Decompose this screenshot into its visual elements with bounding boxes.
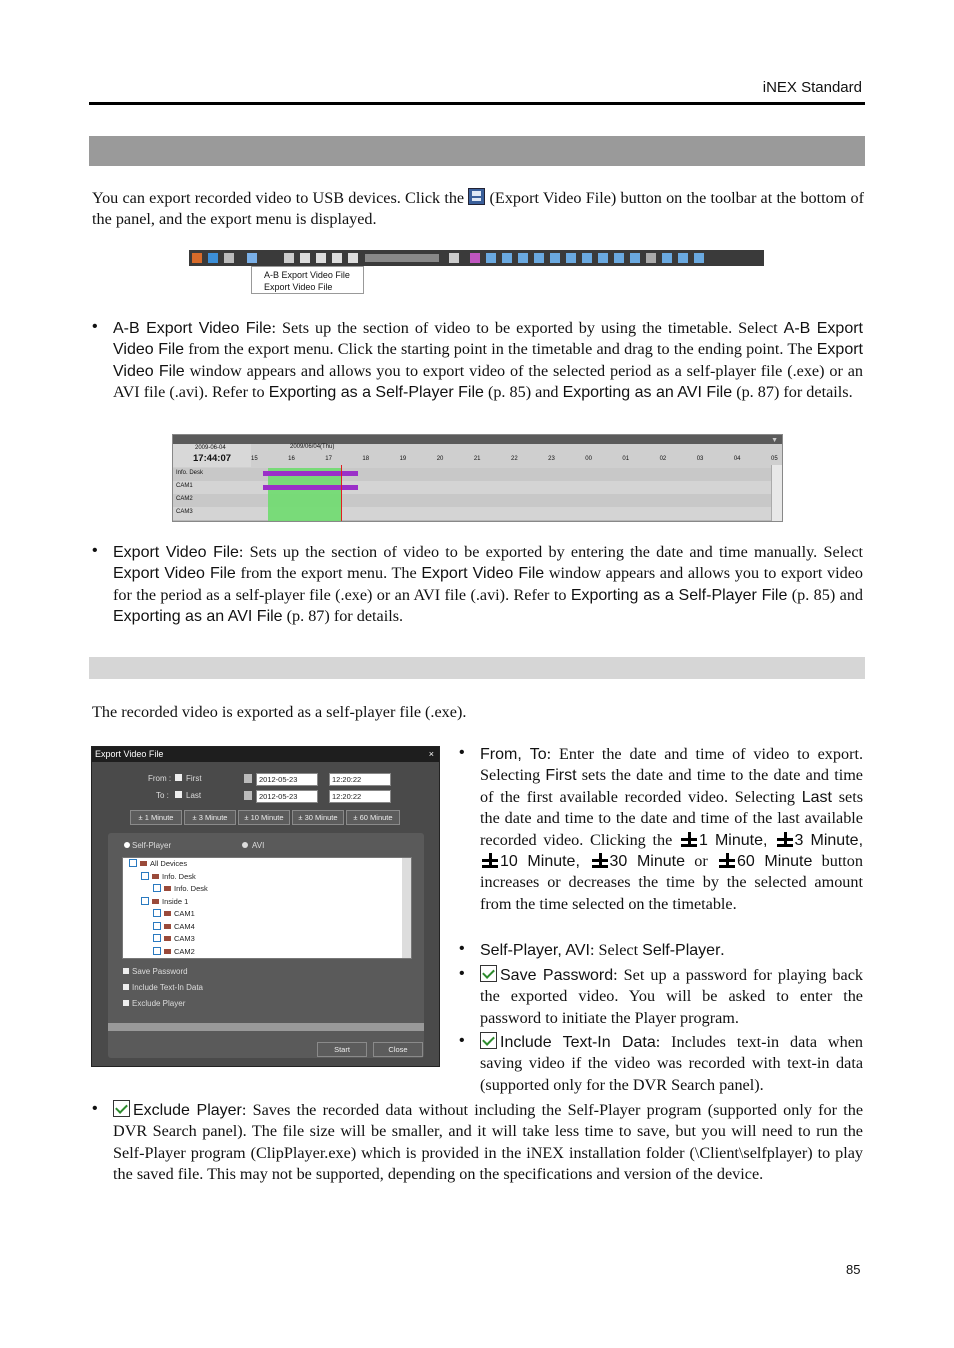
tree-checkbox[interactable] xyxy=(153,909,161,917)
bullet-dot: • xyxy=(92,318,98,335)
term: Save Password xyxy=(500,967,614,984)
tree-checkbox[interactable] xyxy=(153,934,161,942)
text: : Includes text-in data when saving video if the video was recorded with text-in data (supported only for the DVR Search panel). xyxy=(480,1033,863,1094)
tree-item-label: Inside 1 xyxy=(162,896,189,906)
menu-item-export[interactable]: Export Video File xyxy=(264,282,333,292)
bullet-exclude-player xyxy=(113,1100,863,1186)
toolbar-icon[interactable] xyxy=(192,253,202,263)
device-icon xyxy=(164,911,171,916)
to-date-input[interactable]: 2012-05-23 xyxy=(256,790,318,803)
keyword: Exporting as a Self-Player File xyxy=(570,586,788,604)
keyword: 60 Minute xyxy=(736,853,813,871)
exclude-player-checkbox[interactable] xyxy=(123,1000,129,1006)
term: Self-Player, AVI xyxy=(480,942,590,959)
tree-item-label: CAM3 xyxy=(174,934,195,943)
text: : Saves the recorded data without including the Self-Player program (supported only for the DVR Search panel). The file size will be smaller, and it will take less time to save, but you will need to run the Self-Player program (ClipPlayer.exe) which is provided in the iNEX installation folder (\Client\selfplayer) to play the saved file. This may not be supported, depending on the specifications and version of the device. xyxy=(113,1101,863,1184)
menu-item-ab-export[interactable]: A-B Export Video File xyxy=(264,270,350,280)
checkbox-checked-icon xyxy=(480,1032,497,1049)
tree-checkbox[interactable] xyxy=(153,922,161,930)
keyword: Exporting as an AVI File xyxy=(562,384,733,402)
timeline-hour-label: 19 xyxy=(399,456,407,462)
to-time-input[interactable]: 12:20:22 xyxy=(329,790,391,803)
section-bar xyxy=(89,136,865,166)
text: window appears and allows you to export video for the period as a self-player file (.exe) or an AVI file (.avi). Refer to xyxy=(113,564,864,604)
exclude-player-label: Exclude Player xyxy=(132,999,186,1008)
keyword: Export Video File xyxy=(113,341,863,380)
timeline-hour-label: 18 xyxy=(362,456,370,462)
keyword: Exporting as a Self-Player File xyxy=(268,384,484,402)
previous-icon[interactable] xyxy=(678,253,688,263)
close-button[interactable]: Close xyxy=(373,1042,423,1057)
toolbar-icon[interactable] xyxy=(208,253,218,263)
term: A-B Export Video File xyxy=(113,320,272,337)
timeline-row-label: CAM3 xyxy=(176,509,193,515)
bullet-dot: • xyxy=(92,542,98,559)
timeline-hour-label: 23 xyxy=(548,456,555,462)
bullet-dot: • xyxy=(459,1032,465,1049)
timeline-row-label: CAM2 xyxy=(176,496,193,502)
tree-item[interactable] xyxy=(123,933,411,946)
text: : Sets up the section of video to be exported by entering the date and time manually. Select xyxy=(238,543,863,561)
from-time-input[interactable]: 12:20:22 xyxy=(329,773,391,786)
avi-label: AVI xyxy=(252,841,265,850)
timeline-hour-label: 02 xyxy=(659,456,667,462)
device-tree-items xyxy=(123,858,411,958)
text: from the export menu. The xyxy=(235,564,422,583)
bullet-save-password xyxy=(480,965,863,1029)
toolbar-icon[interactable] xyxy=(470,253,480,263)
timeline-hour-label: 04 xyxy=(733,456,741,462)
timeline-row-label: Info. Desk xyxy=(176,470,204,476)
layout-16-icon[interactable] xyxy=(582,253,592,263)
step-30-minute-button[interactable]: ± 30 Minute xyxy=(292,810,344,825)
timeline-hour-label: 17 xyxy=(325,456,332,462)
keyword: A-B Export Video File xyxy=(113,320,863,359)
tree-item-label: CAM4 xyxy=(174,921,195,931)
keyword: Self-Player xyxy=(642,942,721,959)
text: window appears and allows you to export video of the selected period as a self-player file (.exe) or an AVI file (.avi). Refer to xyxy=(113,361,864,402)
plus-minus-icon xyxy=(681,832,697,846)
tree-scrollbar[interactable] xyxy=(402,858,411,958)
tree-item[interactable] xyxy=(123,908,411,921)
text: : Sets up the section of video to be exported by using the timetable. Select xyxy=(271,319,784,337)
dialog-title-bar xyxy=(92,747,439,762)
self-player-radio[interactable] xyxy=(124,842,130,848)
bullet-self-player-avi xyxy=(480,940,863,961)
timeline-hour-label: 15 xyxy=(251,456,258,462)
text: : Enter the date and time of video to export. Selecting xyxy=(480,745,864,785)
device-icon xyxy=(164,886,171,891)
tree-item[interactable] xyxy=(123,946,411,959)
self-player-intro: The recorded video is exported as a self-player file (.exe). xyxy=(92,703,467,721)
bullet-dot: • xyxy=(459,965,465,982)
bullet-include-text-in xyxy=(480,1032,863,1096)
text: (p. 85) and xyxy=(787,585,864,604)
text: sets the date and time to the date and time of the last available recorded video. Clicking the xyxy=(480,787,863,849)
checkbox-checked-icon xyxy=(480,965,497,982)
device-icon xyxy=(152,899,159,904)
calendar-icon[interactable] xyxy=(244,791,252,800)
tree-item[interactable] xyxy=(123,921,411,934)
step-60-minute-button[interactable]: ± 60 Minute xyxy=(346,810,400,825)
export-video-file-dialog xyxy=(91,746,440,1067)
from-date-input[interactable]: 2012-05-23 xyxy=(256,773,318,786)
bullet-dot: • xyxy=(92,1100,98,1117)
tree-checkbox[interactable] xyxy=(141,872,149,880)
plus-minus-icon xyxy=(777,832,793,846)
save-password-checkbox[interactable] xyxy=(123,968,129,974)
layout-10-icon[interactable] xyxy=(550,253,560,263)
forward-icon[interactable] xyxy=(332,253,342,263)
tree-checkbox[interactable] xyxy=(141,897,149,905)
timeline-hour-label: 01 xyxy=(622,456,630,462)
intro-before: You can export recorded video to USB devices. Click the xyxy=(92,189,465,207)
device-icon xyxy=(164,936,171,941)
tree-checkbox[interactable] xyxy=(153,947,161,955)
tree-item[interactable] xyxy=(123,896,411,909)
step-3-minute-button[interactable]: ± 3 Minute xyxy=(184,810,236,825)
from-label: From : xyxy=(148,774,172,783)
timeline-time: 17:44:07 xyxy=(193,453,232,464)
time-cursor xyxy=(341,465,342,521)
export-video-file-icon[interactable] xyxy=(247,253,257,263)
layout-9-icon[interactable] xyxy=(534,253,544,263)
text: : Select xyxy=(589,941,643,959)
timeline-row[interactable] xyxy=(173,507,772,521)
layout-1-icon[interactable] xyxy=(486,253,496,263)
keyword: 30 Minute xyxy=(609,853,685,871)
plus-minus-icon xyxy=(719,853,735,867)
dialog-title: Export Video File xyxy=(95,749,164,759)
timeline-hours xyxy=(251,456,778,466)
include-text-in-label: Include Text-In Data xyxy=(132,983,204,992)
layout-6-icon[interactable] xyxy=(518,253,528,263)
panel-toolbar xyxy=(189,250,764,266)
device-icon xyxy=(164,924,171,929)
tree-item[interactable] xyxy=(123,858,411,871)
avi-radio[interactable] xyxy=(242,842,248,848)
tree-item[interactable] xyxy=(123,871,411,884)
bullet-dot: • xyxy=(459,744,465,761)
term: Include Text-In Data xyxy=(500,1034,656,1051)
layout-4-icon[interactable] xyxy=(502,253,512,263)
text: (p. 87) for details. xyxy=(732,383,853,402)
rewind-icon[interactable] xyxy=(300,253,310,263)
collapse-arrow-icon[interactable]: ▼ xyxy=(771,437,778,444)
intro-after: (Export Video File) button on the toolbar at the bottom of the panel, and the export menu is displayed. xyxy=(92,189,865,229)
device-icon xyxy=(140,861,147,866)
header-rule xyxy=(89,102,865,105)
keyword: Last xyxy=(801,788,832,806)
tree-checkbox[interactable] xyxy=(129,859,137,867)
record-bar xyxy=(263,485,358,490)
bullet-dot: • xyxy=(459,940,465,957)
last-label: Last xyxy=(186,791,202,800)
keyword: Export Video File xyxy=(113,565,236,583)
bullet-export-video-file xyxy=(113,542,863,628)
calendar-icon[interactable] xyxy=(244,774,252,783)
device-icon xyxy=(164,949,171,954)
text: (p. 85) and xyxy=(483,383,563,402)
tree-item-label: All Devices xyxy=(150,859,188,868)
layout-13-icon[interactable] xyxy=(566,253,576,263)
keyword: Export Video File xyxy=(421,565,545,583)
timeline-hour-label: 16 xyxy=(288,456,295,462)
text: sets the date and time to the date and time of the first available recorded video. Selecting xyxy=(480,766,863,806)
text: . xyxy=(720,941,725,959)
toolbar-icon[interactable] xyxy=(284,253,294,263)
layout-20-icon[interactable] xyxy=(598,253,608,263)
plus-minus-icon xyxy=(482,853,498,867)
pause-icon[interactable] xyxy=(316,253,326,263)
layout-25-icon[interactable] xyxy=(614,253,624,263)
keyword: 3 Minute xyxy=(794,831,859,849)
timeline-hour-label: 03 xyxy=(696,456,704,462)
checkbox-checked-icon xyxy=(113,1100,130,1117)
include-text-in-checkbox[interactable] xyxy=(123,984,129,990)
timeline-hour-label: 22 xyxy=(511,456,518,462)
tree-item[interactable] xyxy=(123,883,411,896)
tree-item-label: CAM2 xyxy=(174,946,195,956)
tree-checkbox[interactable] xyxy=(153,884,161,892)
tree-item-label: Info. Desk xyxy=(174,884,208,893)
layout-36-icon[interactable] xyxy=(630,253,640,263)
bullet-ab-export xyxy=(113,318,863,404)
term: Exclude Player xyxy=(133,1102,242,1119)
timeline-hour-label: 21 xyxy=(473,456,481,462)
keyword: 1 Minute xyxy=(698,831,763,849)
timeline-date-label: 2009/06/04(Thu) xyxy=(290,444,335,450)
self-player-label: Self-Player xyxy=(132,841,172,850)
timeline-hour-label: 20 xyxy=(436,456,444,462)
text: : Set up a password for playing back the exported video. You will be asked to enter the password to initiate the Player program. xyxy=(480,966,863,1027)
progress-bar xyxy=(108,1023,424,1031)
step-10-minute-button[interactable]: ± 10 Minute xyxy=(238,810,290,825)
timeline-row[interactable] xyxy=(173,494,772,508)
term: From, To xyxy=(480,746,547,763)
plus-minus-icon xyxy=(592,853,608,867)
timeline-date-small: 2009-06-04 xyxy=(195,445,226,451)
keyword: Exporting as an AVI File xyxy=(113,608,283,626)
timeline-hour-label: 05 xyxy=(771,456,778,462)
toolbar-icon[interactable] xyxy=(646,253,656,263)
intro-paragraph xyxy=(92,188,864,231)
lock-icon[interactable] xyxy=(449,253,459,263)
keyword: First xyxy=(545,767,577,785)
device-tree[interactable] xyxy=(122,857,412,959)
to-label: To : xyxy=(156,791,169,800)
term: Export Video File xyxy=(113,544,239,561)
toolbar-icon[interactable] xyxy=(224,253,234,263)
text: (p. 87) for details. xyxy=(282,607,404,626)
header-title: iNEX Standard xyxy=(762,79,862,96)
timeline-hour-label: 00 xyxy=(585,456,592,462)
export-video-file-icon xyxy=(468,188,485,205)
play-icon[interactable] xyxy=(348,253,358,263)
next-icon[interactable] xyxy=(694,253,704,263)
text: from the export menu. Click the starting point in the timetable and drag to the ending point. The xyxy=(184,340,817,359)
keyword: 10 Minute xyxy=(500,853,576,871)
start-button[interactable]: Start xyxy=(317,1042,367,1057)
timeline-scrollbar[interactable] xyxy=(771,465,782,521)
step-1-minute-button[interactable]: ± 1 Minute xyxy=(130,810,182,825)
first-checkbox[interactable] xyxy=(175,774,182,781)
timeline-row-label: CAM1 xyxy=(176,483,193,489)
last-checkbox[interactable] xyxy=(175,791,182,798)
tree-item-label: CAM1 xyxy=(174,909,195,918)
page-number: 85 xyxy=(846,1262,861,1277)
text: button increases or decreases the time by the selected amount from the time selected on the timetable. xyxy=(480,852,863,913)
export-menu xyxy=(251,266,364,294)
subsection-bar xyxy=(89,657,865,679)
fullscreen-icon[interactable] xyxy=(662,253,672,263)
record-bar xyxy=(263,471,358,476)
speed-slider[interactable] xyxy=(365,254,439,262)
tree-item-label: Info. Desk xyxy=(162,871,196,881)
device-icon xyxy=(152,874,159,879)
bullet-from-to: From, To: Enter the date and time of video to export. Selecting First sets the date and time to the date and time of the first available recorded video. Selecting Last sets the date and time to the date and time of the last available recorded video. Clicking the 1 Minute, 3 Minute, 10 Minute, 30 Minute or 60 Minute button increases or decreases the time by the selected amount from the time selected on the timetable. xyxy=(480,745,864,913)
first-label: First xyxy=(186,774,202,783)
close-icon[interactable]: × xyxy=(428,749,434,759)
save-password-label: Save Password xyxy=(132,967,188,976)
timetable[interactable] xyxy=(172,434,783,522)
text: or xyxy=(684,852,717,871)
